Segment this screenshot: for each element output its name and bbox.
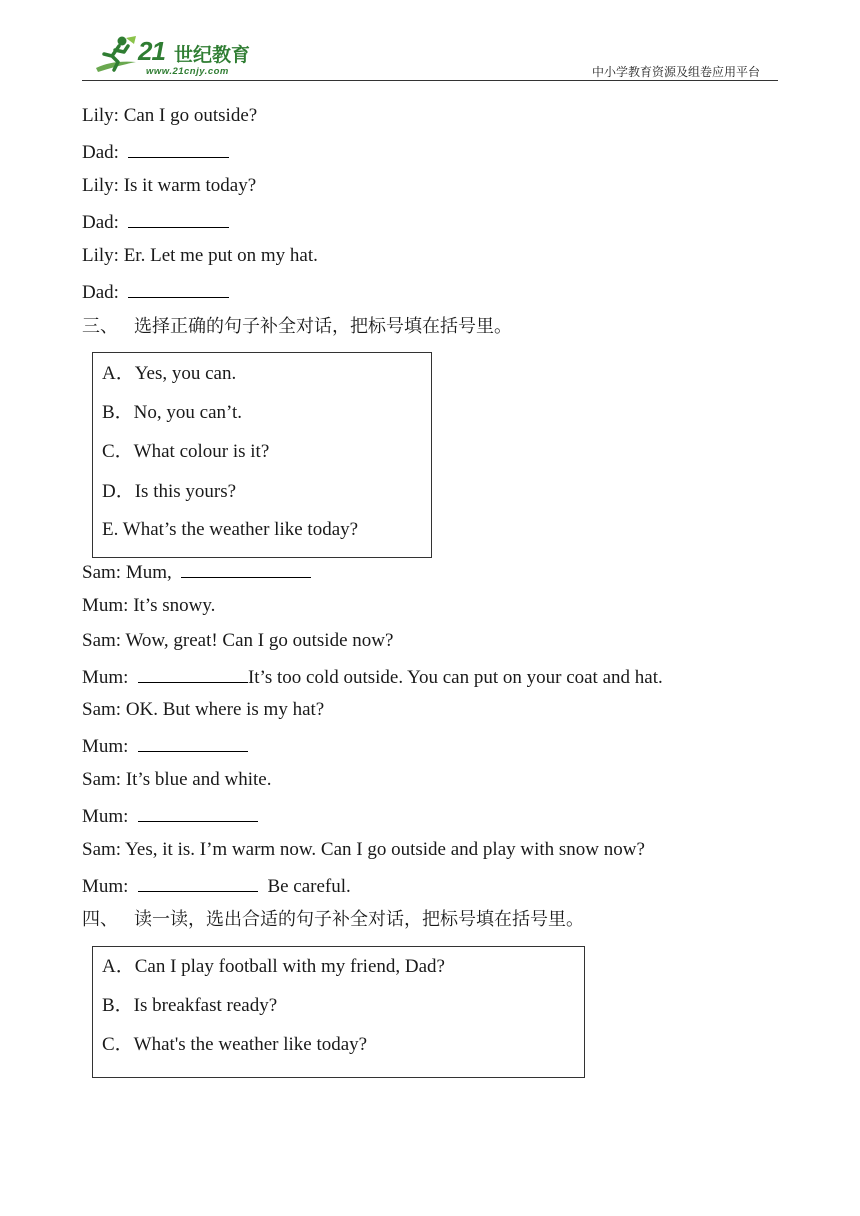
option-a: A．Can I play football with my friend, Dad? [102,956,445,977]
dialogue-line [82,630,393,652]
dialogue-line [82,769,271,791]
speaker: Sam: [82,839,122,860]
dialogue-line [82,874,351,898]
speaker: Sam: [82,769,122,790]
answer-blank[interactable] [128,140,229,158]
dialogue-line [82,804,258,828]
dialogue-line [82,734,248,758]
dialogue-line [82,839,645,861]
option-c: C．What colour is it? [102,441,270,462]
logo-number: 21 [138,36,165,66]
section-heading [82,316,512,338]
option-b: B．No, you can’t. [102,402,243,423]
speaker: Dad: [82,282,119,303]
section-title: 读一读，选出合适的句子补全对话，把标号填在括号里。 [134,909,584,930]
option-e: E. What’s the weather like today? [102,519,359,540]
line-text: Yes, it is. I’m warm now. Can I go outside and play with snow now? [125,839,645,860]
speaker: Mum: [82,736,129,757]
line-text: It’s snowy. [133,595,216,616]
dialogue-line [82,280,229,304]
options-box [92,352,432,558]
speaker: Lily: [82,175,119,196]
dialogue-line [82,245,318,267]
answer-blank[interactable] [181,560,311,578]
dialogue-line [82,210,229,234]
dialogue-line [82,699,324,721]
line-text: Wow, great! Can I go outside now? [125,630,394,651]
answer-blank[interactable] [138,734,248,752]
dialogue-line [82,595,215,617]
option-a: A．Yes, you can. [102,363,237,384]
line-text: Mum, [125,562,172,583]
logo-text: 世纪教育 [174,44,251,66]
speaker: Mum: [82,806,129,827]
answer-blank[interactable] [128,280,229,298]
options-box [92,946,585,1078]
speaker: Mum: [82,667,129,688]
header-divider [82,80,778,81]
dialogue-line [82,140,229,164]
platform-name: 中小学教育资源及组卷应用平台 [591,65,760,79]
answer-blank[interactable] [128,210,229,228]
option-d: D．Is this yours? [102,481,237,502]
answer-blank[interactable] [138,874,258,892]
section-number: 四、 [82,909,118,930]
answer-blank[interactable] [138,665,248,683]
answer-blank[interactable] [138,804,258,822]
line-text: It’s too cold outside. You can put on your coat and hat. [247,667,663,688]
logo-url: www.21cnjy.com [146,66,229,77]
dialogue-line [82,560,311,584]
section-heading [82,909,584,931]
dialogue-line [82,665,663,689]
line-text: Be careful. [267,876,351,897]
site-logo [92,34,292,78]
speaker: Sam: [82,630,122,651]
speaker: Sam: [82,562,122,583]
dialogue-line [82,175,256,197]
dialogue-line [82,105,257,127]
line-text: Er. Let me put on my hat. [123,245,318,266]
option-c: C．What's the weather like today? [102,1034,368,1055]
speaker: Dad: [82,212,119,233]
line-text: Can I go outside? [123,105,258,126]
speaker: Sam: [82,699,122,720]
runner-icon [92,34,138,76]
line-text: Is it warm today? [123,175,257,196]
line-text: It’s blue and white. [125,769,272,790]
page-header [82,30,778,82]
speaker: Lily: [82,105,119,126]
speaker: Mum: [82,876,129,897]
line-text: OK. But where is my hat? [125,699,325,720]
section-number: 三、 [82,316,118,337]
speaker: Lily: [82,245,119,266]
speaker: Dad: [82,142,119,163]
speaker: Mum: [82,595,129,616]
section-title: 选择正确的句子补全对话，把标号填在括号里。 [134,316,512,337]
option-b: B．Is breakfast ready? [102,995,278,1016]
